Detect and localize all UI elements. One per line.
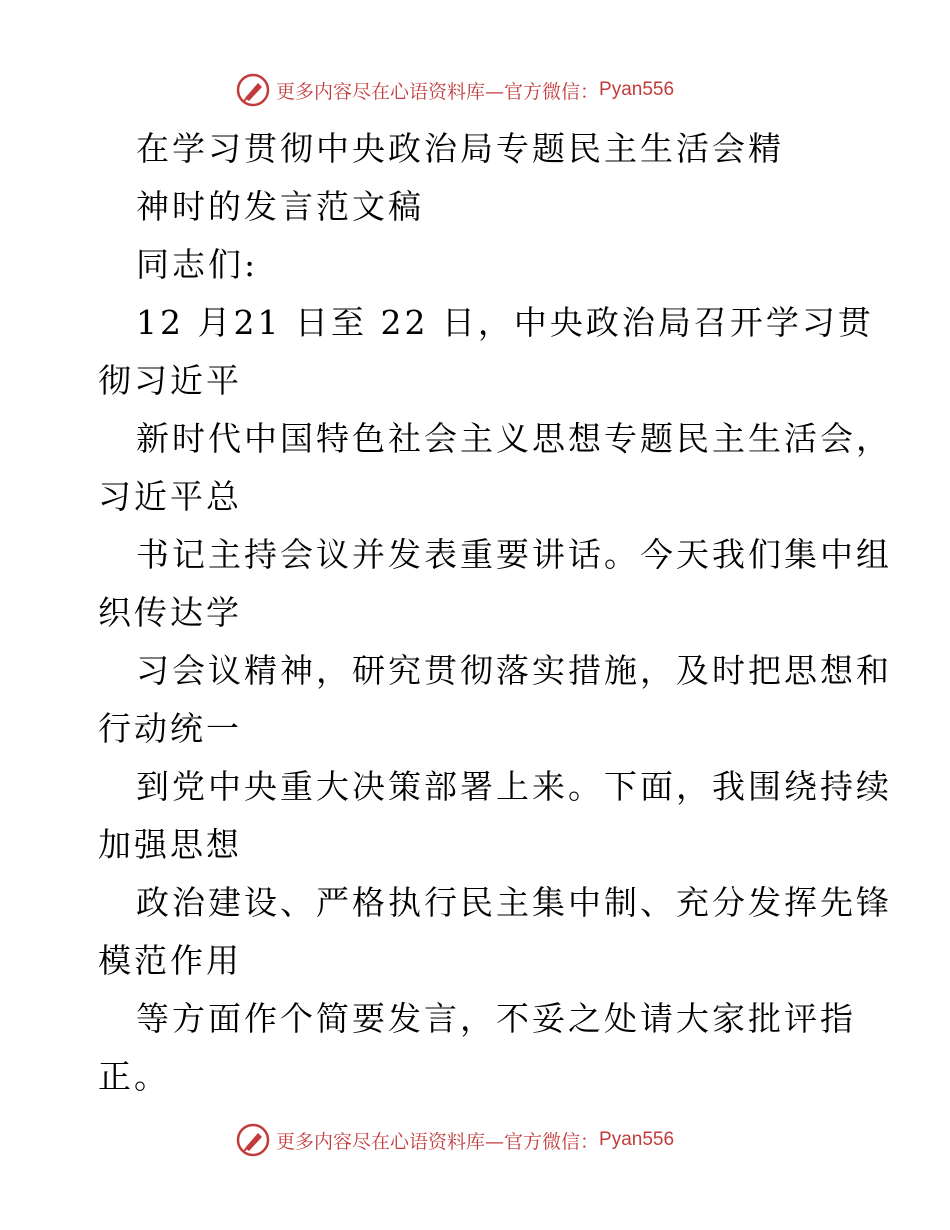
watermark-text: 更多内容尽在心语资料库—官方微信： — [276, 80, 600, 103]
text-line: 习会议精神，研究贯彻落实措施，及时把思想和 — [136, 651, 892, 690]
pen-logo-icon — [236, 73, 270, 107]
text-line: 彻习近平 — [98, 361, 242, 400]
document-body — [98, 120, 892, 1106]
text-line: 正。 — [98, 1057, 170, 1096]
watermark-id: Pyan556 — [599, 79, 675, 100]
text-line: 政治建设、严格执行民主集中制、充分发挥先锋 — [136, 883, 892, 922]
footer-watermark — [236, 1122, 716, 1158]
text-line: 书记主持会议并发表重要讲话。今天我们集中组 — [136, 535, 892, 574]
text-line: 神时的发言范文稿 — [136, 187, 424, 226]
text-line: 同志们: — [136, 245, 259, 284]
pen-logo-icon — [236, 1123, 270, 1157]
text-line: 织传达学 — [98, 593, 242, 632]
text-line: 12 月21 日至 22 日，中央政治局召开学习贯 — [136, 303, 874, 342]
text-line: 到党中央重大决策部署上来。下面，我围绕持续 — [136, 767, 892, 806]
text-line: 行动统一 — [98, 709, 242, 748]
text-line: 等方面作个简要发言，不妥之处请大家批评指 — [136, 999, 856, 1038]
watermark-id: Pyan556 — [599, 1129, 675, 1150]
watermark-text: 更多内容尽在心语资料库—官方微信： — [276, 1130, 600, 1153]
text-line: 加强思想 — [98, 825, 242, 864]
text-line: 在学习贯彻中央政治局专题民主生活会精 — [136, 129, 784, 168]
text-line: 新时代中国特色社会主义思想专题民主生活会， — [136, 419, 892, 458]
header-watermark — [236, 72, 716, 108]
text-line: 习近平总 — [98, 477, 242, 516]
text-line: 模范作用 — [98, 941, 242, 980]
